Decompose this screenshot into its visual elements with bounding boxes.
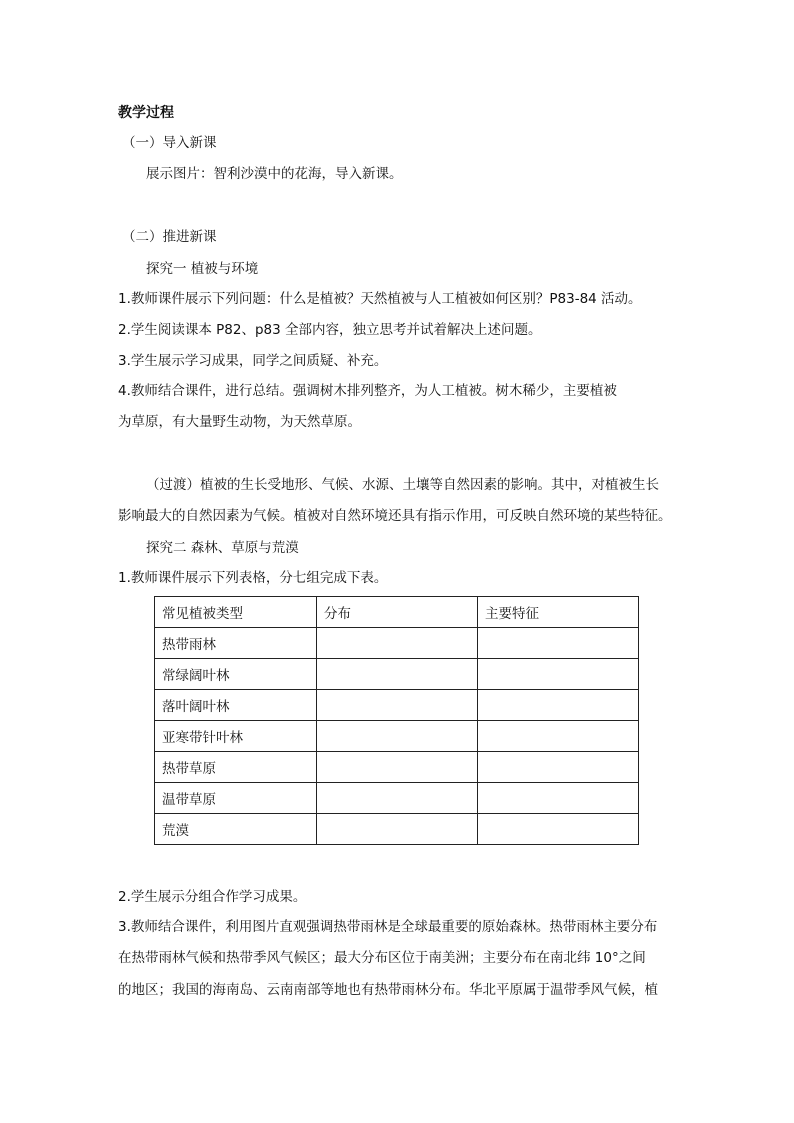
empty-cell (478, 814, 639, 845)
empty-cell (478, 659, 639, 690)
vegetation-type-cell: 荒漠 (155, 814, 317, 845)
explore-one-title: 探究一 植被与环境 (146, 261, 259, 277)
table-row (155, 690, 639, 721)
vegetation-table (154, 596, 639, 845)
empty-cell (317, 690, 478, 721)
empty-cell (478, 721, 639, 752)
table-header-row (155, 597, 639, 628)
intro-paragraph: 展示图片：智利沙漠中的花海，导入新课。 (146, 166, 403, 182)
table-row (155, 628, 639, 659)
empty-cell (317, 783, 478, 814)
header-cell-distribution: 分布 (317, 597, 478, 628)
step-line: 4.教师结合课件，进行总结。强调树木排列整齐，为人工植被。树木稀少，主要植被 (118, 383, 617, 399)
header-cell-features: 主要特征 (478, 597, 639, 628)
step-line: 3.教师结合课件，利用图片直观强调热带雨林是全球最重要的原始森林。热带雨林主要分布 (118, 919, 658, 935)
empty-cell (478, 628, 639, 659)
empty-cell (317, 721, 478, 752)
step-line: 2.学生展示分组合作学习成果。 (118, 889, 307, 905)
section-heading: 教学过程 (118, 105, 174, 121)
subsection-title-new: （二）推进新课 (122, 229, 217, 245)
table-row (155, 752, 639, 783)
step-line: 1.教师课件展示下列问题：什么是植被？天然植被与人工植被如何区别？P83-84 活动。 (118, 291, 642, 307)
vegetation-type-cell: 亚寒带针叶林 (155, 721, 317, 752)
table-row (155, 659, 639, 690)
empty-cell (478, 783, 639, 814)
header-cell-type: 常见植被类型 (155, 597, 317, 628)
empty-cell (317, 752, 478, 783)
empty-cell (478, 690, 639, 721)
vegetation-type-cell: 热带雨林 (155, 628, 317, 659)
empty-cell (317, 814, 478, 845)
vegetation-type-cell: 常绿阔叶林 (155, 659, 317, 690)
table-intro: 1.教师课件展示下列表格，分七组完成下表。 (118, 570, 388, 586)
empty-cell (317, 628, 478, 659)
transition-line: （过渡）植被的生长受地形、气候、水源、土壤等自然因素的影响。其中，对植被生长 (146, 477, 659, 493)
empty-cell (478, 752, 639, 783)
table-row (155, 721, 639, 752)
step-line: 在热带雨林气候和热带季风气候区；最大分布区位于南美洲；主要分布在南北纬 10°之间 (118, 950, 646, 966)
table-row (155, 814, 639, 845)
table-row (155, 783, 639, 814)
vegetation-type-cell: 热带草原 (155, 752, 317, 783)
vegetation-type-cell: 温带草原 (155, 783, 317, 814)
empty-cell (317, 659, 478, 690)
step-line: 2.学生阅读课本 P82、p83 全部内容，独立思考并试着解决上述问题。 (118, 322, 542, 338)
step-line: 3.学生展示学习成果，同学之间质疑、补充。 (118, 353, 388, 369)
explore-two-title: 探究二 森林、草原与荒漠 (146, 540, 299, 556)
subsection-title-intro: （一）导入新课 (122, 135, 217, 151)
transition-line: 影响最大的自然因素为气候。植被对自然环境还具有指示作用，可反映自然环境的某些特征。 (118, 508, 672, 524)
step-line: 为草原，有大量野生动物，为天然草原。 (118, 414, 361, 430)
step-line: 的地区；我国的海南岛、云南南部等地也有热带雨林分布。华北平原属于温带季风气候，植 (118, 982, 658, 998)
vegetation-type-cell: 落叶阔叶林 (155, 690, 317, 721)
